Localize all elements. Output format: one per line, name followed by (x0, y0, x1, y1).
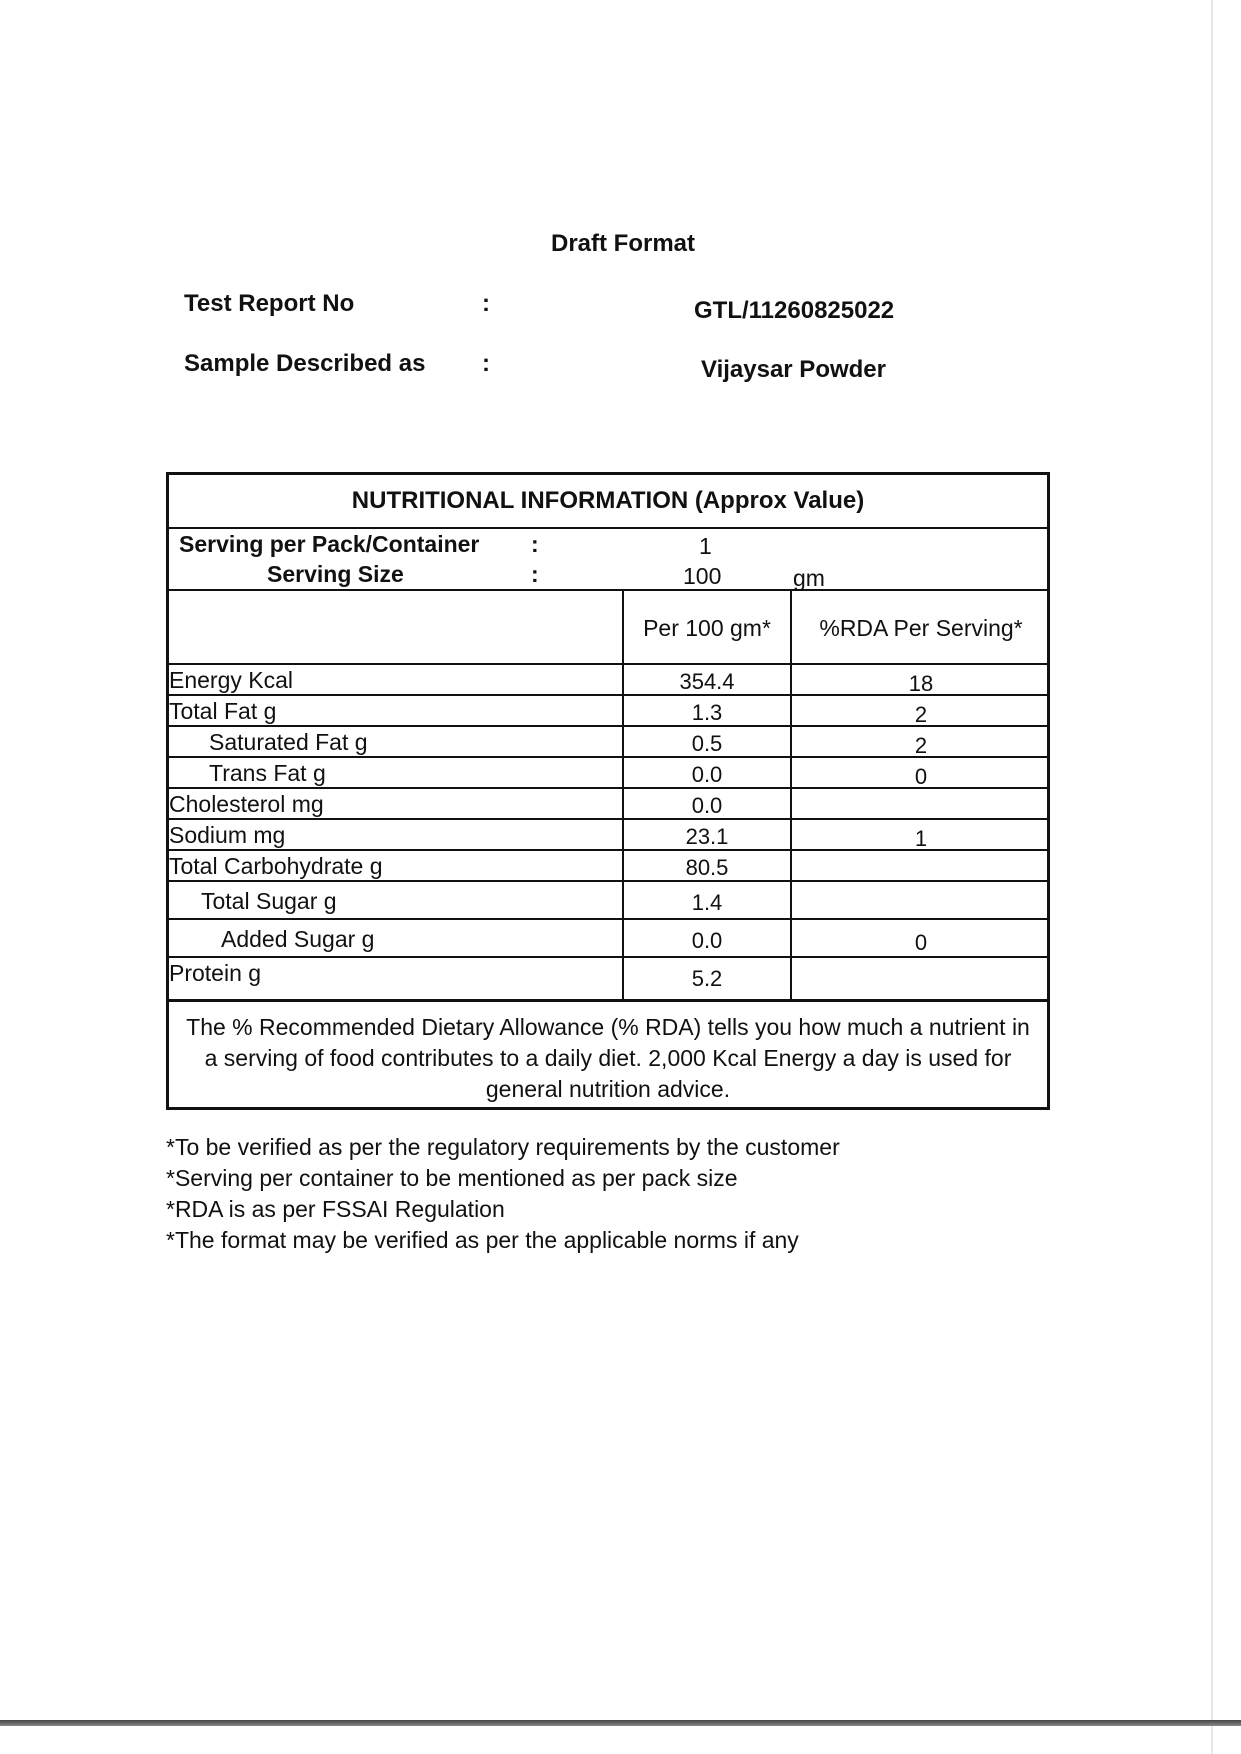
sample-label: Sample Described as (184, 350, 426, 377)
sample-colon: : (482, 350, 490, 377)
table-row (169, 851, 1047, 882)
table-row (169, 920, 1047, 958)
nutrition-title: NUTRITIONAL INFORMATION (Approx Value) (351, 487, 865, 514)
table-row (169, 665, 1047, 696)
footnote: *Serving per container to be mentioned as per pack size (166, 1165, 738, 1191)
sample-value: Vijaysar Powder (701, 356, 886, 383)
nutrient-value: 80.5 (685, 855, 729, 880)
serving-per-pack-colon: : (531, 531, 539, 557)
nutrient-value: 1.3 (691, 700, 723, 725)
nutrient-value: 23.1 (685, 824, 729, 849)
table-row (169, 727, 1047, 758)
table-row (169, 758, 1047, 789)
rda-disclaimer: The % Recommended Dietary Allowance (% RDA) tells you how much a nutrient in a serving of food contributes to a daily diet. 2,000 Kcal Energy a day is used for general nutrition advice. (169, 999, 1047, 1107)
nutrient-value: 0.0 (691, 793, 723, 818)
table-row (169, 882, 1047, 920)
nutrient-value: 5.2 (691, 966, 723, 991)
nutrient-value: 0.0 (691, 928, 723, 953)
nutrient-name: Total Fat g (169, 698, 277, 724)
serving-size-colon: : (531, 561, 539, 587)
table-row (169, 958, 1047, 996)
table-row (169, 820, 1047, 851)
serving-per-pack-value: 1 (699, 533, 712, 559)
test-report-colon: : (482, 290, 490, 317)
nutrient-name: Energy Kcal (169, 667, 294, 693)
serving-size-label: Serving Size (267, 561, 404, 587)
nutrient-name: Protein g (169, 960, 262, 986)
nutrient-rda: 2 (914, 733, 928, 758)
nutrient-name: Saturated Fat g (209, 729, 368, 755)
nutrient-value: 354.4 (679, 669, 735, 694)
footnote: *To be verified as per the regulatory requirements by the customer (166, 1134, 840, 1160)
footnotes (166, 1132, 840, 1256)
serving-size-unit: gm (793, 565, 825, 591)
test-report-value: GTL/11260825022 (694, 297, 895, 324)
column-header-rda: %RDA Per Serving* (819, 615, 1023, 641)
nutrient-name: Trans Fat g (209, 760, 326, 786)
column-header-row (169, 591, 1047, 665)
nutrient-value: 0.0 (691, 762, 723, 787)
nutrient-rda: 18 (908, 671, 934, 696)
scan-edge (1211, 0, 1213, 1754)
nutrient-rows (169, 591, 1047, 996)
nutrient-name: Total Sugar g (201, 888, 337, 914)
scan-bottom-border (0, 1720, 1241, 1726)
table-row (169, 789, 1047, 820)
nutrient-rda: 2 (914, 702, 928, 727)
table-row (169, 696, 1047, 727)
column-header-per100: Per 100 gm* (643, 615, 771, 641)
nutrient-rda: 0 (914, 764, 928, 789)
serving-info (169, 527, 1047, 591)
nutrient-name: Cholesterol mg (169, 791, 324, 817)
nutrient-value: 1.4 (691, 890, 723, 915)
nutrient-rda: 0 (914, 930, 928, 955)
serving-size-value: 100 (683, 563, 722, 589)
nutrient-rda: 1 (914, 826, 928, 851)
footnote: *RDA is as per FSSAI Regulation (166, 1196, 505, 1222)
nutrient-name: Total Carbohydrate g (169, 853, 383, 879)
footnote: *The format may be verified as per the applicable norms if any (166, 1227, 799, 1253)
draft-title: Draft Format (551, 230, 696, 257)
test-report-label: Test Report No (184, 290, 355, 317)
nutrition-table (166, 472, 1050, 1110)
nutrient-name: Sodium mg (169, 822, 286, 848)
serving-per-pack-label: Serving per Pack/Container (179, 531, 480, 557)
nutrient-value: 0.5 (691, 731, 723, 756)
nutrient-name: Added Sugar g (221, 926, 375, 952)
